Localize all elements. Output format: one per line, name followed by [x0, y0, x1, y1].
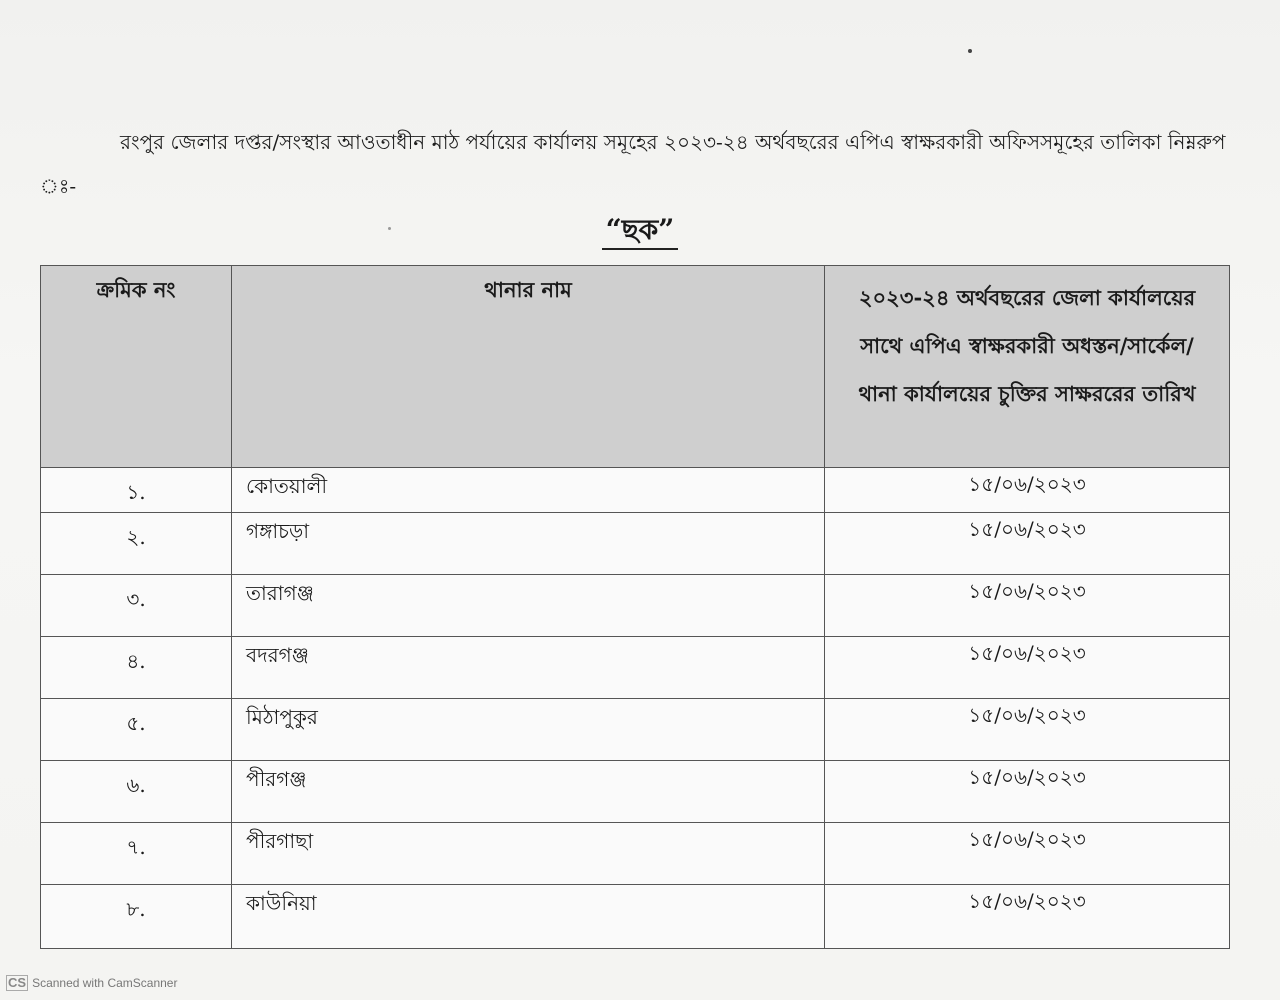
table-row [41, 468, 1230, 513]
row-serial: ৭. [41, 823, 232, 885]
row-station-name: কোতয়ালী [232, 468, 825, 513]
title-text: “ছক” [602, 213, 679, 250]
row-serial: ১. [41, 468, 232, 513]
row-date: ১৫/০৬/২০২৩ [825, 513, 1230, 575]
watermark-label: Scanned with CamScanner [32, 976, 178, 990]
row-date: ১৫/০৬/২০২৩ [825, 637, 1230, 699]
row-station-name: গঙ্গাচড়া [232, 513, 825, 575]
table-row [41, 637, 1230, 699]
table-row [41, 699, 1230, 761]
row-serial: ৩. [41, 575, 232, 637]
table-header-row [41, 266, 1230, 468]
row-station-name: কাউনিয়া [232, 885, 825, 949]
row-serial: ২. [41, 513, 232, 575]
row-serial: ৮. [41, 885, 232, 949]
table-row [41, 761, 1230, 823]
row-serial: ৫. [41, 699, 232, 761]
row-date: ১৫/০৬/২০২৩ [825, 885, 1230, 949]
header-signing-date: ২০২৩-২৪ অর্থবছরের জেলা কার্যালয়ের সাথে এপিএ স্বাক্ষরকারী অধস্তন/সার্কেল/থানা কার্যালয়ের চুক্তির সাক্ষররের তারিখ [825, 266, 1230, 468]
row-station-name: মিঠাপুকুর [232, 699, 825, 761]
apa-table [40, 265, 1230, 949]
row-date: ১৫/০৬/২০২৩ [825, 699, 1230, 761]
row-station-name: তারাগঞ্জ [232, 575, 825, 637]
table-row [41, 575, 1230, 637]
row-date: ১৫/০৬/২০২৩ [825, 761, 1230, 823]
row-station-name: পীরগঞ্জ [232, 761, 825, 823]
document-title [0, 208, 1280, 255]
table-row [41, 823, 1230, 885]
table-row [41, 513, 1230, 575]
row-date: ১৫/০৬/২০২৩ [825, 468, 1230, 513]
intro-paragraph: রংপুর জেলার দপ্তর/সংস্থার আওতাধীন মাঠ পর্যায়ের কার্যালয় সমূহের ২০২৩-২৪ অর্থবছরের এপিএ স্বাক্ষরকারী অফিসসমূহের তালিকা নিম্নরুপ ঃ- [40, 130, 1226, 198]
table-row [41, 885, 1230, 949]
row-station-name: পীরগাছা [232, 823, 825, 885]
header-station-name: থানার নাম [232, 266, 825, 468]
row-station-name: বদরগঞ্জ [232, 637, 825, 699]
camscanner-icon: CS [8, 975, 27, 990]
paper-speck [968, 49, 972, 53]
row-date: ১৫/০৬/২০২৩ [825, 823, 1230, 885]
header-serial: ক্রমিক নং [41, 266, 232, 468]
row-serial: ৪. [41, 637, 232, 699]
camscanner-watermark [6, 975, 177, 991]
row-date: ১৫/০৬/২০২৩ [825, 575, 1230, 637]
row-serial: ৬. [41, 761, 232, 823]
